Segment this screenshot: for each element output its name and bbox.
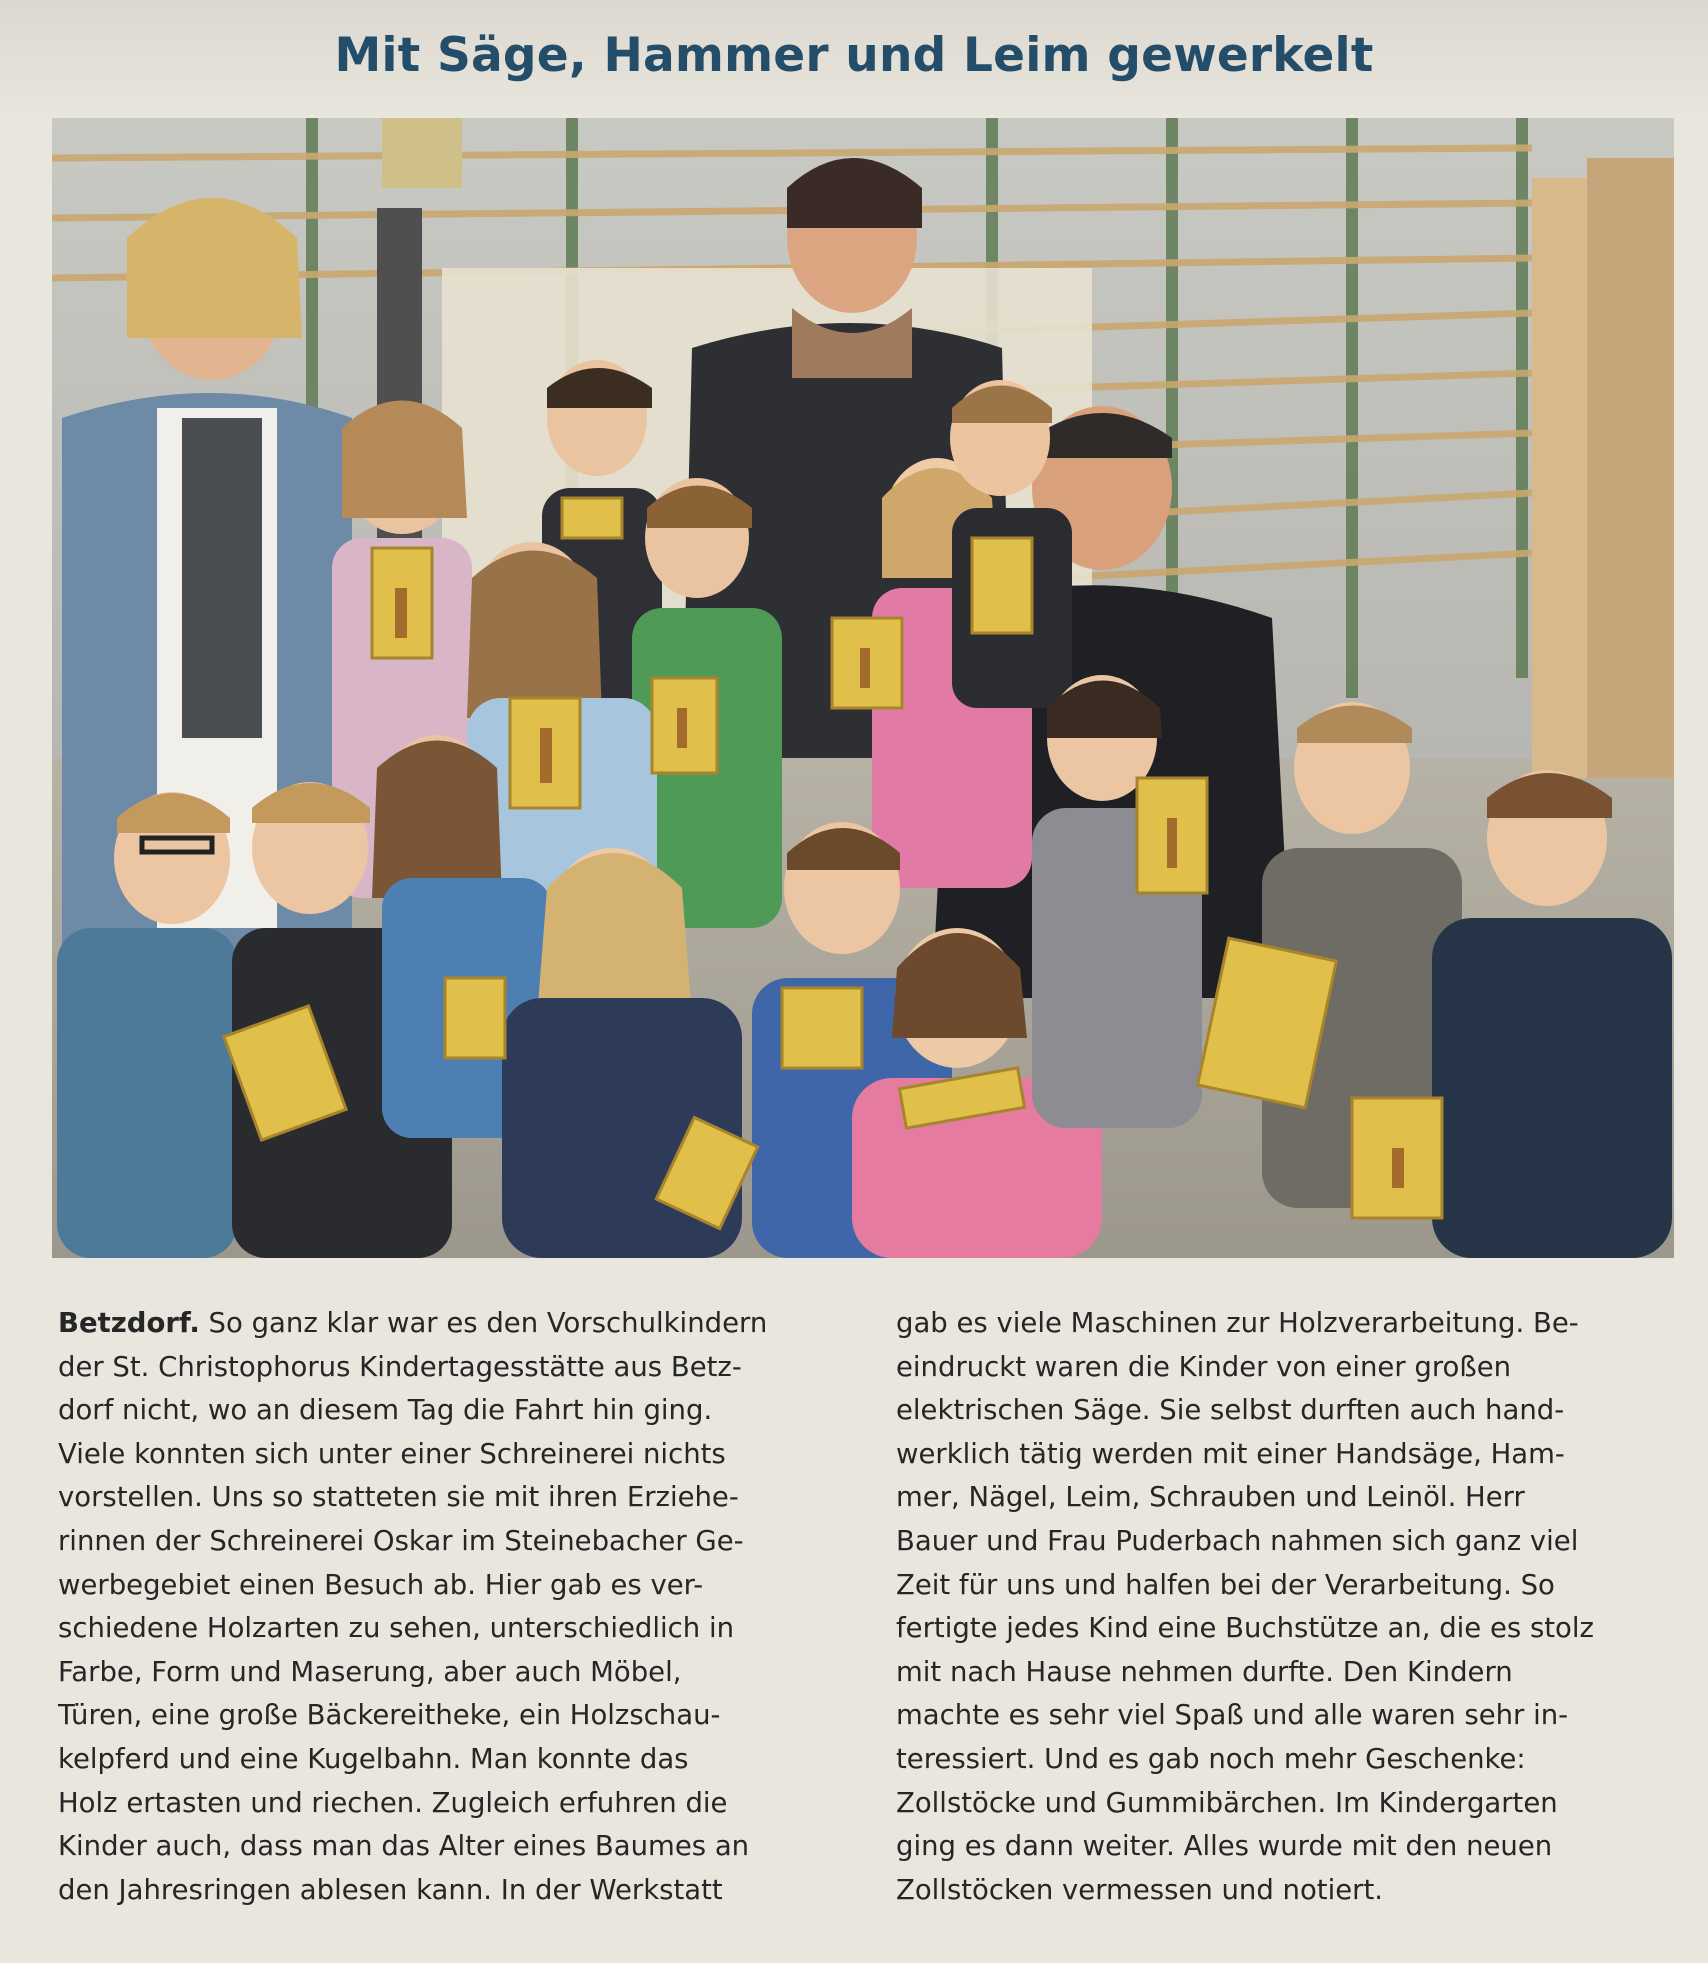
text-line: Holz ertasten und riechen. Zugleich erfuhren die (58, 1786, 728, 1819)
text-line: eindruckt waren die Kinder von einer großen (896, 1350, 1512, 1383)
text-line: vorstellen. Uns so statteten sie mit ihren Erziehe- (58, 1481, 739, 1514)
text-line: Bauer und Frau Puderbach nahmen sich ganz viel (896, 1524, 1579, 1557)
text-line: werbegebiet einen Besuch ab. Hier gab es ver- (58, 1568, 704, 1601)
text-line: teressiert. Und es gab noch mehr Geschenke: (896, 1742, 1526, 1775)
text-line: dorf nicht, wo an diesem Tag die Fahrt hin ging. (58, 1394, 713, 1427)
left-column-first-line-text: So ganz klar war es den Vorschulkindern (199, 1307, 768, 1339)
text-line: rinnen der Schreinerei Oskar im Steinebacher Ge- (58, 1524, 744, 1557)
group-photo-illustration (52, 118, 1674, 1258)
text-line: fertigte jedes Kind eine Buchstütze an, die es stolz (896, 1612, 1594, 1645)
headline: Mit Säge, Hammer und Leim gewerkelt (334, 28, 1374, 83)
text-line: mer, Nägel, Leim, Schrauben und Leinöl. Herr (896, 1481, 1525, 1514)
text-line: kelpferd und eine Kugelbahn. Man konnte das (58, 1742, 689, 1775)
text-line: Zollstöcken vermessen und notiert. (896, 1873, 1383, 1906)
text-line: den Jahresringen ablesen kann. In der Werkstatt (58, 1873, 723, 1906)
article-photo (52, 118, 1674, 1258)
article-body-left-column (58, 1302, 868, 1912)
text-line: ging es dann weiter. Alles wurde mit den neuen (896, 1830, 1553, 1863)
text-line: Farbe, Form und Maserung, aber auch Möbel, (58, 1655, 682, 1688)
dateline: Betzdorf. (58, 1307, 200, 1339)
text-line: werklich tätig werden mit einer Handsäge, Ham- (896, 1437, 1565, 1470)
article-body-right-column (896, 1302, 1686, 1912)
text-line: elektrischen Säge. Sie selbst durften auch hand- (896, 1394, 1565, 1427)
text-line: Viele konnten sich unter einer Schreinerei nichts (58, 1437, 726, 1470)
text-line: mit nach Hause nehmen durfte. Den Kindern (896, 1655, 1513, 1688)
text-line: Zollstöcke und Gummibärchen. Im Kindergarten (896, 1786, 1558, 1819)
text-line: Kinder auch, dass man das Alter eines Baumes an (58, 1830, 750, 1863)
left-column-first-line (58, 1302, 868, 1346)
text-line: Zeit für uns und halfen bei der Verarbeitung. So (896, 1568, 1555, 1601)
text-line: der St. Christophorus Kindertagesstätte aus Betz- (58, 1350, 742, 1383)
text-line: machte es sehr viel Spaß und alle waren sehr in- (896, 1699, 1569, 1732)
text-line: schiedene Holzarten zu sehen, unterschiedlich in (58, 1612, 735, 1645)
text-line: gab es viele Maschinen zur Holzverarbeitung. Be- (896, 1307, 1579, 1339)
text-line: Türen, eine große Bäckereitheke, ein Holzschau- (58, 1699, 721, 1732)
